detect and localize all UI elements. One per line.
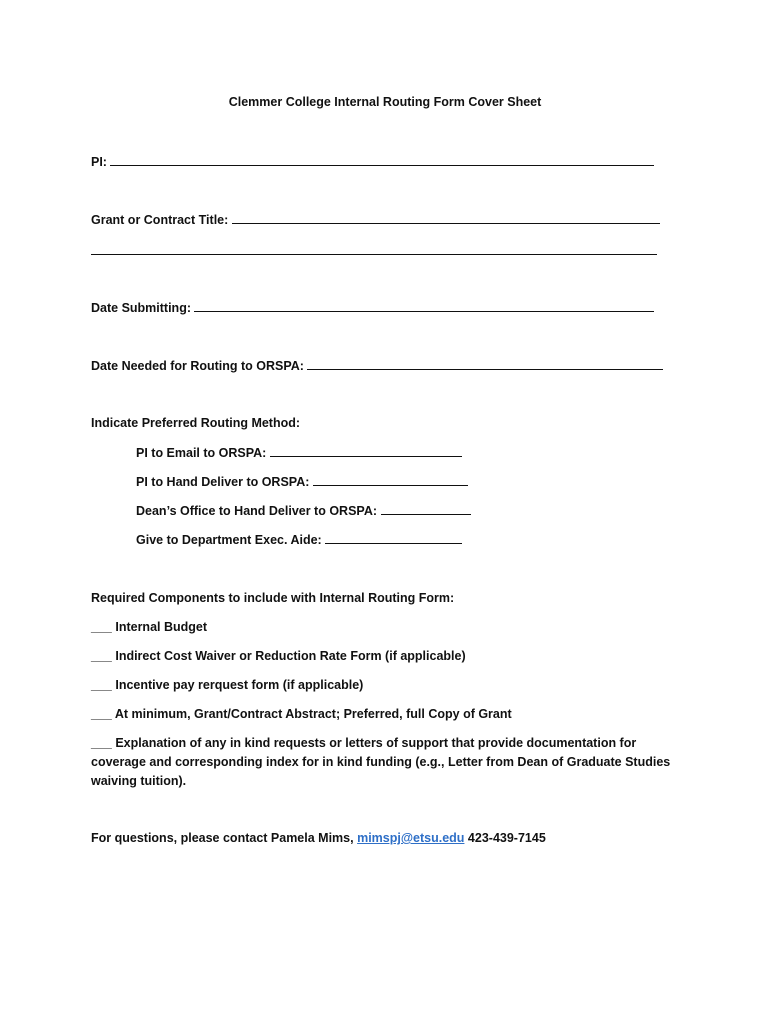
- routing-heading: Indicate Preferred Routing Method:: [91, 416, 301, 430]
- component-label: Internal Budget: [115, 620, 208, 634]
- component-item: [91, 734, 691, 791]
- form-title: Clemmer College Internal Routing Form Cover Sheet: [228, 95, 542, 109]
- routing-option-label: PI to Hand Deliver to ORSPA:: [136, 475, 310, 489]
- components-heading: Required Components to include with Internal Routing Form:: [91, 591, 455, 605]
- contact-phone: 423-439-7145: [467, 831, 546, 845]
- pi-field: [91, 153, 654, 170]
- date-submitting-field: [91, 299, 654, 316]
- contact-email-link[interactable]: mimspj@etsu.edu: [357, 831, 465, 845]
- routing-option-blank[interactable]: [381, 502, 471, 515]
- component-checkbox[interactable]: ___: [91, 707, 112, 721]
- routing-option: [136, 444, 462, 461]
- component-checkbox[interactable]: ___: [91, 736, 112, 750]
- grant-title-blank[interactable]: [232, 211, 660, 224]
- routing-option-blank[interactable]: [270, 444, 462, 457]
- routing-option-blank[interactable]: [313, 473, 468, 486]
- date-needed-blank[interactable]: [307, 357, 663, 370]
- component-label: Explanation of any in kind requests or letters of support that provide documentation for coverage and corresponding index for in kind funding (e.g., Letter from Dean of Graduate Studies waiving tuition).: [91, 736, 671, 788]
- component-label: Indirect Cost Waiver or Reduction Rate Form (if applicable): [115, 649, 466, 663]
- component-checkbox[interactable]: ___: [91, 649, 112, 663]
- component-label: At minimum, Grant/Contract Abstract; Preferred, full Copy of Grant: [114, 707, 512, 721]
- date-submitting-blank[interactable]: [194, 299, 654, 312]
- component-checkbox[interactable]: ___: [91, 678, 112, 692]
- routing-option: [136, 502, 471, 519]
- component-label: Incentive pay rerquest form (if applicable): [115, 678, 364, 692]
- routing-option: [136, 473, 468, 490]
- contact-line: [91, 830, 546, 846]
- grant-title-label: Grant or Contract Title:: [91, 213, 229, 227]
- contact-text: For questions, please contact Pamela Mims,: [91, 831, 354, 845]
- component-item: [91, 706, 512, 722]
- grant-title-field: [91, 211, 660, 228]
- routing-option-label: Give to Department Exec. Aide:: [136, 533, 322, 547]
- routing-option-label: Dean’s Office to Hand Deliver to ORSPA:: [136, 504, 378, 518]
- date-submitting-label: Date Submitting:: [91, 301, 191, 315]
- grant-title-continuation: [91, 242, 657, 259]
- grant-title-blank-2[interactable]: [91, 242, 657, 255]
- routing-option: [136, 531, 462, 548]
- component-item: [91, 619, 207, 635]
- pi-label: PI:: [91, 155, 107, 169]
- routing-option-blank[interactable]: [325, 531, 462, 544]
- component-item: [91, 677, 363, 693]
- date-needed-label: Date Needed for Routing to ORSPA:: [91, 359, 304, 373]
- pi-blank[interactable]: [110, 153, 654, 166]
- date-needed-field: [91, 357, 663, 374]
- component-checkbox[interactable]: ___: [91, 620, 112, 634]
- component-item: [91, 648, 466, 664]
- routing-option-label: PI to Email to ORSPA:: [136, 446, 267, 460]
